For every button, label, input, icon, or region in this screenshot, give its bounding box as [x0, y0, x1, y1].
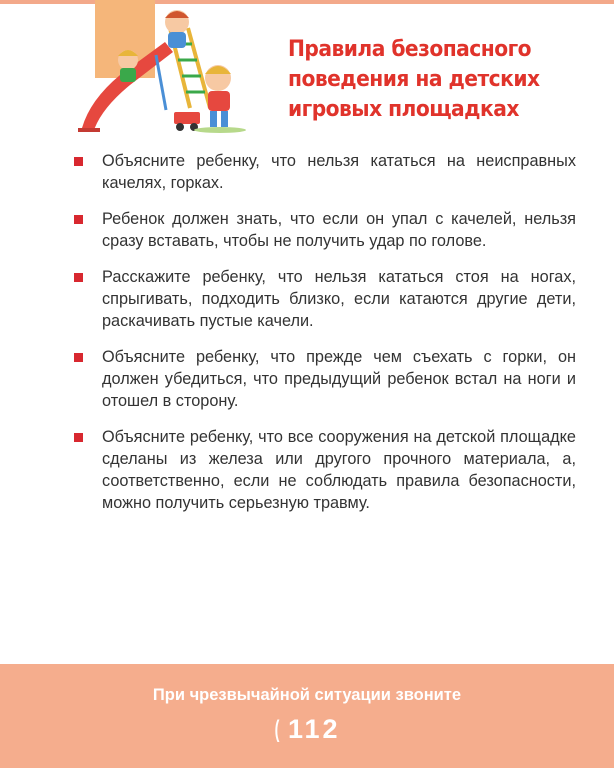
rule-text: Объясните ребенку, что все сооружения на детской площадке сделаны из железа или другого прочного материала, а, соответственно, если не соблюдать правила безопасности, можно получить серьезную травму. — [102, 428, 576, 512]
rule-item — [74, 208, 576, 252]
rule-text: Ребенок должен знать, что если он упал с качелей, нельзя сразу вставать, чтобы не получить удар по голове. — [102, 210, 576, 250]
phone-handset-icon: ( — [275, 715, 280, 743]
rule-item — [74, 346, 576, 412]
title-line: поведения на детских — [288, 66, 540, 92]
emergency-footer — [0, 664, 614, 768]
red-square-bullet-icon — [74, 353, 83, 362]
title-line: Правила безопасного — [288, 36, 532, 62]
rule-item — [74, 426, 576, 514]
emergency-call-text: При чрезвычайной ситуации звоните — [152, 686, 462, 704]
title-line: игровых площадках — [288, 96, 519, 122]
rule-text: Объясните ребенку, что прежде чем съехать с горки, он должен убедиться, что предыдущий ребенок встал на ноги и отошел в сторону. — [102, 348, 576, 410]
red-square-bullet-icon — [74, 157, 83, 166]
page-title — [288, 34, 558, 124]
rule-item — [74, 150, 576, 194]
emergency-phone — [0, 714, 614, 745]
red-square-bullet-icon — [74, 273, 83, 282]
children-playground-slide-illustration — [70, 0, 250, 135]
safety-rules-list — [74, 150, 576, 528]
rule-text: Расскажите ребенку, что нельзя кататься стоя на ногах, спрыгивать, подходить близко, если катаются другие дети, раскачивать пустые качели. — [102, 268, 576, 330]
red-square-bullet-icon — [74, 215, 83, 224]
red-square-bullet-icon — [74, 433, 83, 442]
rule-text: Объясните ребенку, что нельзя кататься на неисправных качелях, горках. — [102, 152, 576, 192]
rule-item — [74, 266, 576, 332]
emergency-phone-number: 112 — [287, 714, 341, 744]
